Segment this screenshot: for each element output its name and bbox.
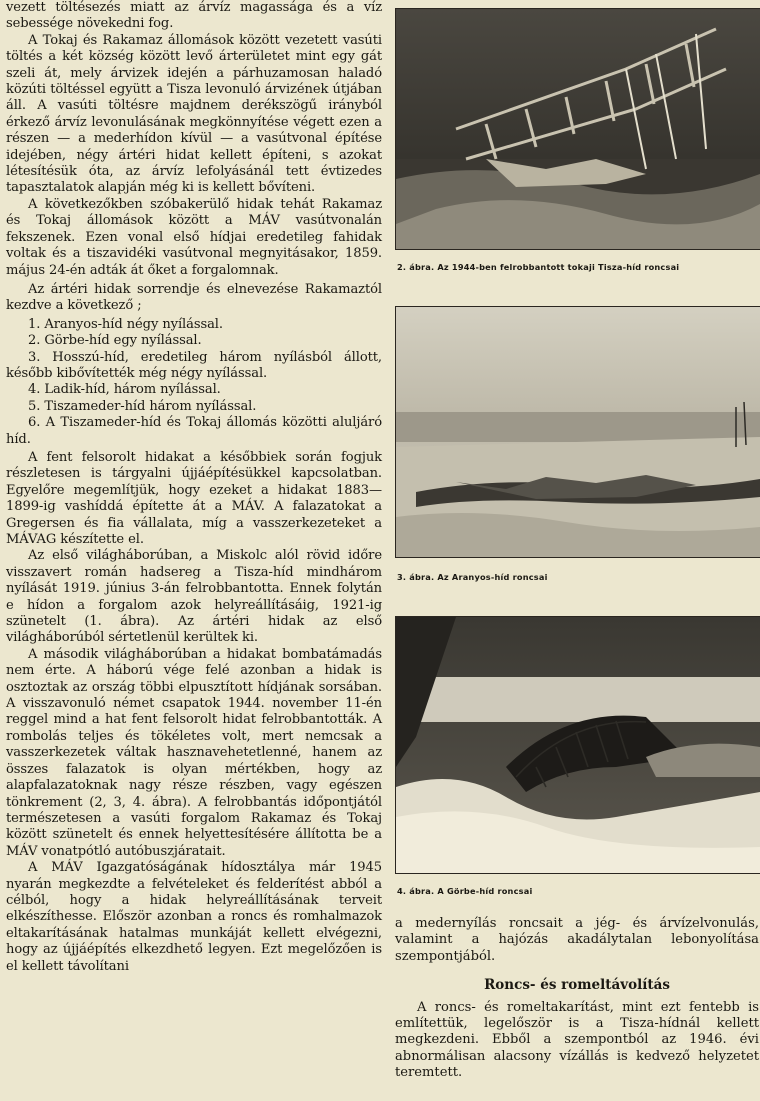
paragraph-bridge-order: Az ártéri hidak sorrendje és elnevezése Rakamaztól kezdve a következő ;: [6, 281, 382, 314]
tisza-bridge-photo: [396, 9, 760, 249]
left-text-column: [6, 0, 382, 975]
paragraph-first-world-war: Az első világháborúban, a Miskolc alól rövid időre visszavert román hadsereg a Tisza-híd mindhárom nyílását 1919. június 3-án felrobbantotta. Ennek folytán e hídon a forgalom azok helyreállításáig, 1921-ig szünetelt (1. ábra). Az ártéri hidak az első világháborúból sértetlenül kerültek ki.: [6, 548, 382, 646]
paragraph-reconstruction-history: A fent felsorolt hidakat a későbbiek során fogjuk részletesen is tárgyalni újjáépítésükkel kapcsolatban. Egyelőre megemlítjük, hogy ezeket a hidakat 1883—1899-ig vashíddá építette át a MÁV. A falazatokat a Gregersen és fia vállalata, míg a vasszerkezeteket a MÁVAG készítette el.: [6, 449, 382, 547]
figure-3-caption: 3. ábra. Az Aranyos-híd roncsai: [397, 572, 548, 582]
figure-tisza-bridge-wreckage: [395, 8, 760, 250]
figure-gorbe-bridge-wreckage: [395, 616, 760, 874]
list-item: 6. A Tiszameder-híd és Tokaj állomás közötti aluljáró híd.: [6, 415, 382, 447]
list-item: 5. Tiszameder-híd három nyílással.: [28, 398, 257, 414]
list-item: 4. Ladik-híd, három nyílással.: [28, 382, 221, 398]
figure-4-caption: 4. ábra. A Görbe-híd roncsai: [397, 886, 533, 896]
aranyos-bridge-photo: [396, 307, 760, 557]
paragraph-wreckage-removal: A roncs- és romeltakarítást, mint ezt fentebb is említettük, legelőször is a Tisza-hídnál kellett megkezdeni. Ebből a szempontból az 1946. évi abnormálisan alacsony vízállás is kedvező helyzetet teremtett.: [395, 999, 759, 1081]
paragraph-mav-survey: A MÁV Igazgatóságának hídosztálya már 1945 nyarán megkezdte a felvételeket és felderítést abból a célból, hogy a hidak helyreállításának terveit elkészíthesse. Először azonban a roncs és romhalmazok eltakarításának hatalmas munkáját kellett elvégezni, hogy az újjáépítés elkezdhető legyen. Ezt megelőzően is el kellett távolítani: [6, 860, 382, 974]
figure-aranyos-bridge-wreckage: [395, 306, 760, 558]
gorbe-bridge-photo: [396, 617, 760, 873]
paragraph-intro: vezett töltésezés miatt az árvíz magassága és a víz sebessége növekedni fog.: [6, 0, 382, 32]
paragraph-embankment: A Tokaj és Rakamaz állomások között vezetett vasúti töltés a két község között levő árterületet mint egy gát szeli át, mely árvizek idején a párhuzamosan haladó közúti töltéssel együtt a Tisza levonuló árvizének útjában áll. A vasúti töltésre majdnem derékszögű irányból érkező árvíz levonulásának megkönnyítése végett ezen a részen — a mederhídon kívül — a vasútvonal építése idejében, négy ártéri hidat kellett építeni, s azokat létesítésük óta, az árvíz lefolyásánál tett évtizedes tapasztalatok alapján még ki is kellett bővíteni.: [6, 32, 382, 196]
list-item: 3. Hosszú-híd, eredetileg három nyílásból állott, később kibővítették még négy nyílással.: [6, 349, 382, 381]
right-text-block: [395, 916, 759, 1082]
paragraph-riverbed-wreckage: a medernyílás roncsait a jég- és árvízelvonulás, valamint a hajózás akadálytalan lebonyolítása szempontjából.: [395, 916, 759, 964]
list-item: 2. Görbe-híd egy nyílással.: [28, 333, 202, 349]
figure-2-caption: 2. ábra. Az 1944-ben felrobbantott tokaji Tisza-híd roncsai: [397, 262, 680, 272]
paragraph-second-world-war: A második világháborúban a hidakat bombatámadás nem érte. A háború vége felé azonban a hidak is osztoztak az ország többi elpusztított hídjának sorsában. A visszavonuló német csapatok 1944. november 11-én reggel mind a hat fent felsorolt hidat felrobbantották. A rombolás teljes és tökéletes volt, mert nemcsak a vasszerkezetek váltak hasznavehetetlenné, hanem az összes falazatok is olyan mértékben, hogy az alapfalazatoknak nagy része részben, vagy egészen tönkrement (2, 3, 4. ábra). A felrobbantás időpontjától természetesen a vasúti forgalom Rakamaz és Tokaj között szünetelt és ennek helyettesítésére állította be a MÁV vonatpótló autóbuszjáratait.: [6, 646, 382, 859]
bridge-list: [6, 317, 382, 448]
list-item: 1. Aranyos-híd négy nyílással.: [28, 316, 223, 332]
section-heading: Roncs- és romeltávolítás: [484, 977, 670, 994]
paragraph-bridges-location: A következőkben szóbakerülő hidak tehát Rakamaz és Tokaj állomások között a MÁV vasútvonalán fekszenek. Ezen vonal első hídjai eredetileg fahidak voltak és a tiszavidéki vasútvonal megnyitásakor, 1859. május 24-én adták át őket a forgalomnak.: [6, 196, 382, 278]
